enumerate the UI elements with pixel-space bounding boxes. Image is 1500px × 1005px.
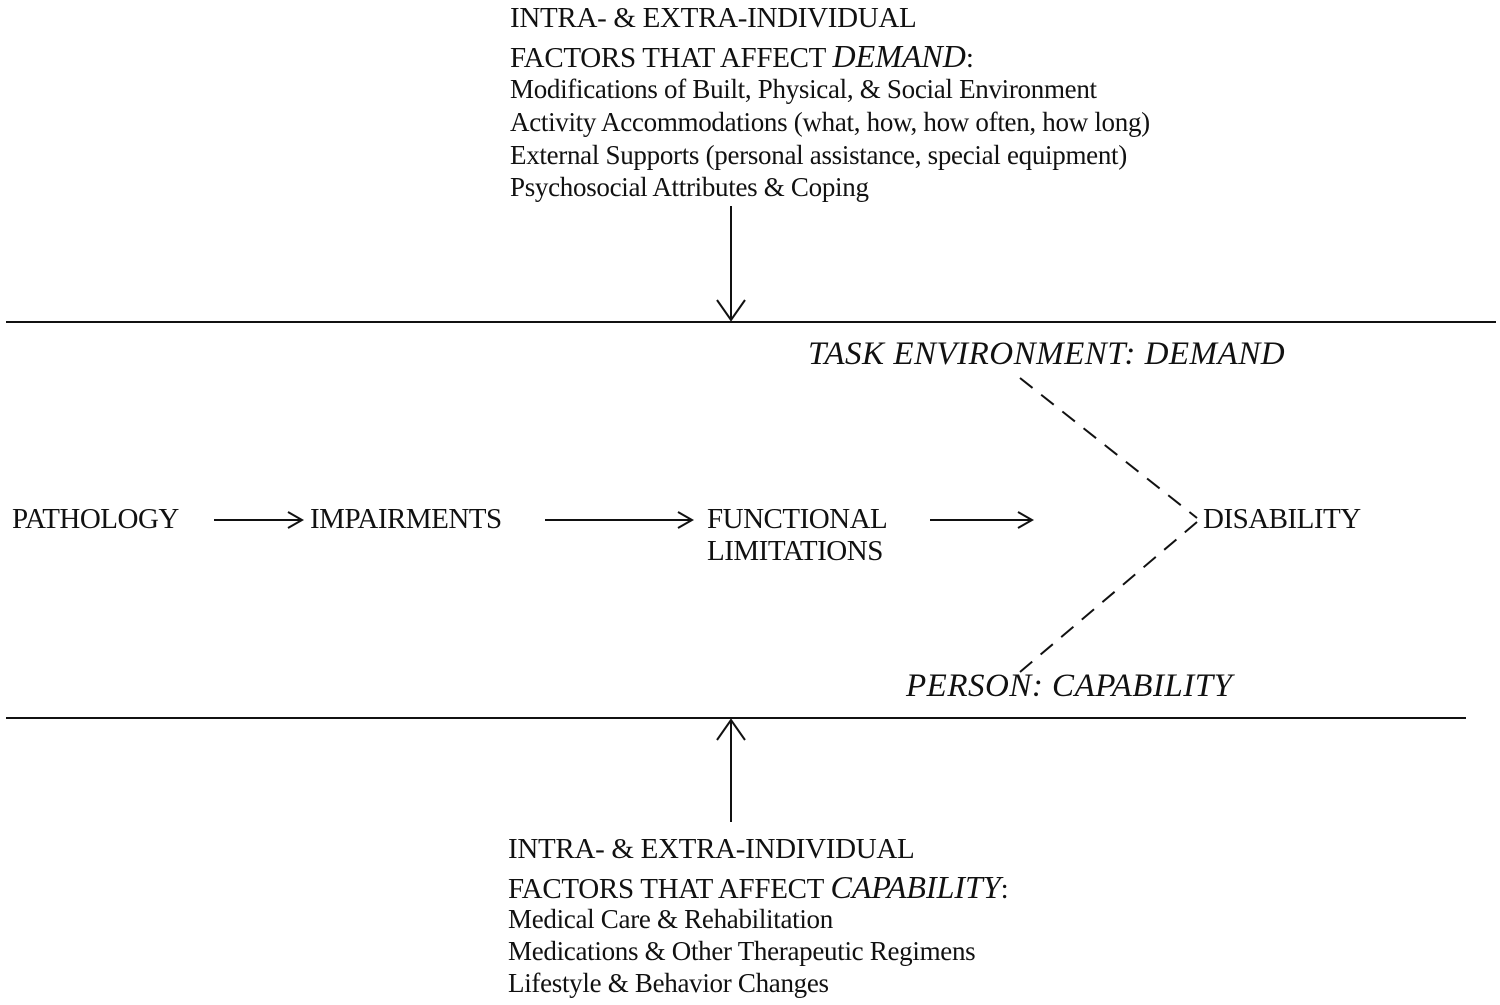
top-factor-item: Modifications of Built, Physical, & Social Environment [510,74,1097,104]
bottom-factors-heading-line1: INTRA- & EXTRA-INDIVIDUAL [508,833,915,865]
task-environment-label: TASK ENVIRONMENT: DEMAND [808,336,1286,372]
top-factors-heading-suffix: : [965,42,974,74]
top-factor-item: Psychosocial Attributes & Coping [510,172,869,202]
functional-limitations-node-line1: FUNCTIONAL [707,503,888,535]
capability-dashed-line [1020,522,1197,672]
bottom-factor-item: Medications & Other Therapeutic Regimens [508,936,976,966]
impairments-node: IMPAIRMENTS [310,503,502,535]
bottom-factor-item: Medical Care & Rehabilitation [508,904,833,934]
top-factors-heading-emphasis: DEMAND [832,38,966,74]
demand-dashed-line [1020,378,1197,518]
pathology-node: PATHOLOGY [12,503,179,535]
bottom-factors-heading-prefix: FACTORS THAT AFFECT [508,873,831,905]
bottom-factors-heading-suffix: : [1000,873,1009,905]
bottom-factors-heading-line2 [508,871,1008,904]
top-factor-item: Activity Accommodations (what, how, how often, how long) [510,107,1150,137]
bottom-factor-item: Lifestyle & Behavior Changes [508,968,829,998]
top-factors-heading-prefix: FACTORS THAT AFFECT [510,42,833,74]
functional-limitations-node-line2: LIMITATIONS [707,535,883,567]
top-factors-heading-line1: INTRA- & EXTRA-INDIVIDUAL [510,2,917,34]
top-factors-heading-line2 [510,40,974,73]
bottom-factors-heading-emphasis: CAPABILITY [830,869,1001,905]
person-capability-label: PERSON: CAPABILITY [906,668,1233,704]
top-factor-item: External Supports (personal assistance, special equipment) [510,140,1127,170]
disability-node: DISABILITY [1203,503,1361,535]
